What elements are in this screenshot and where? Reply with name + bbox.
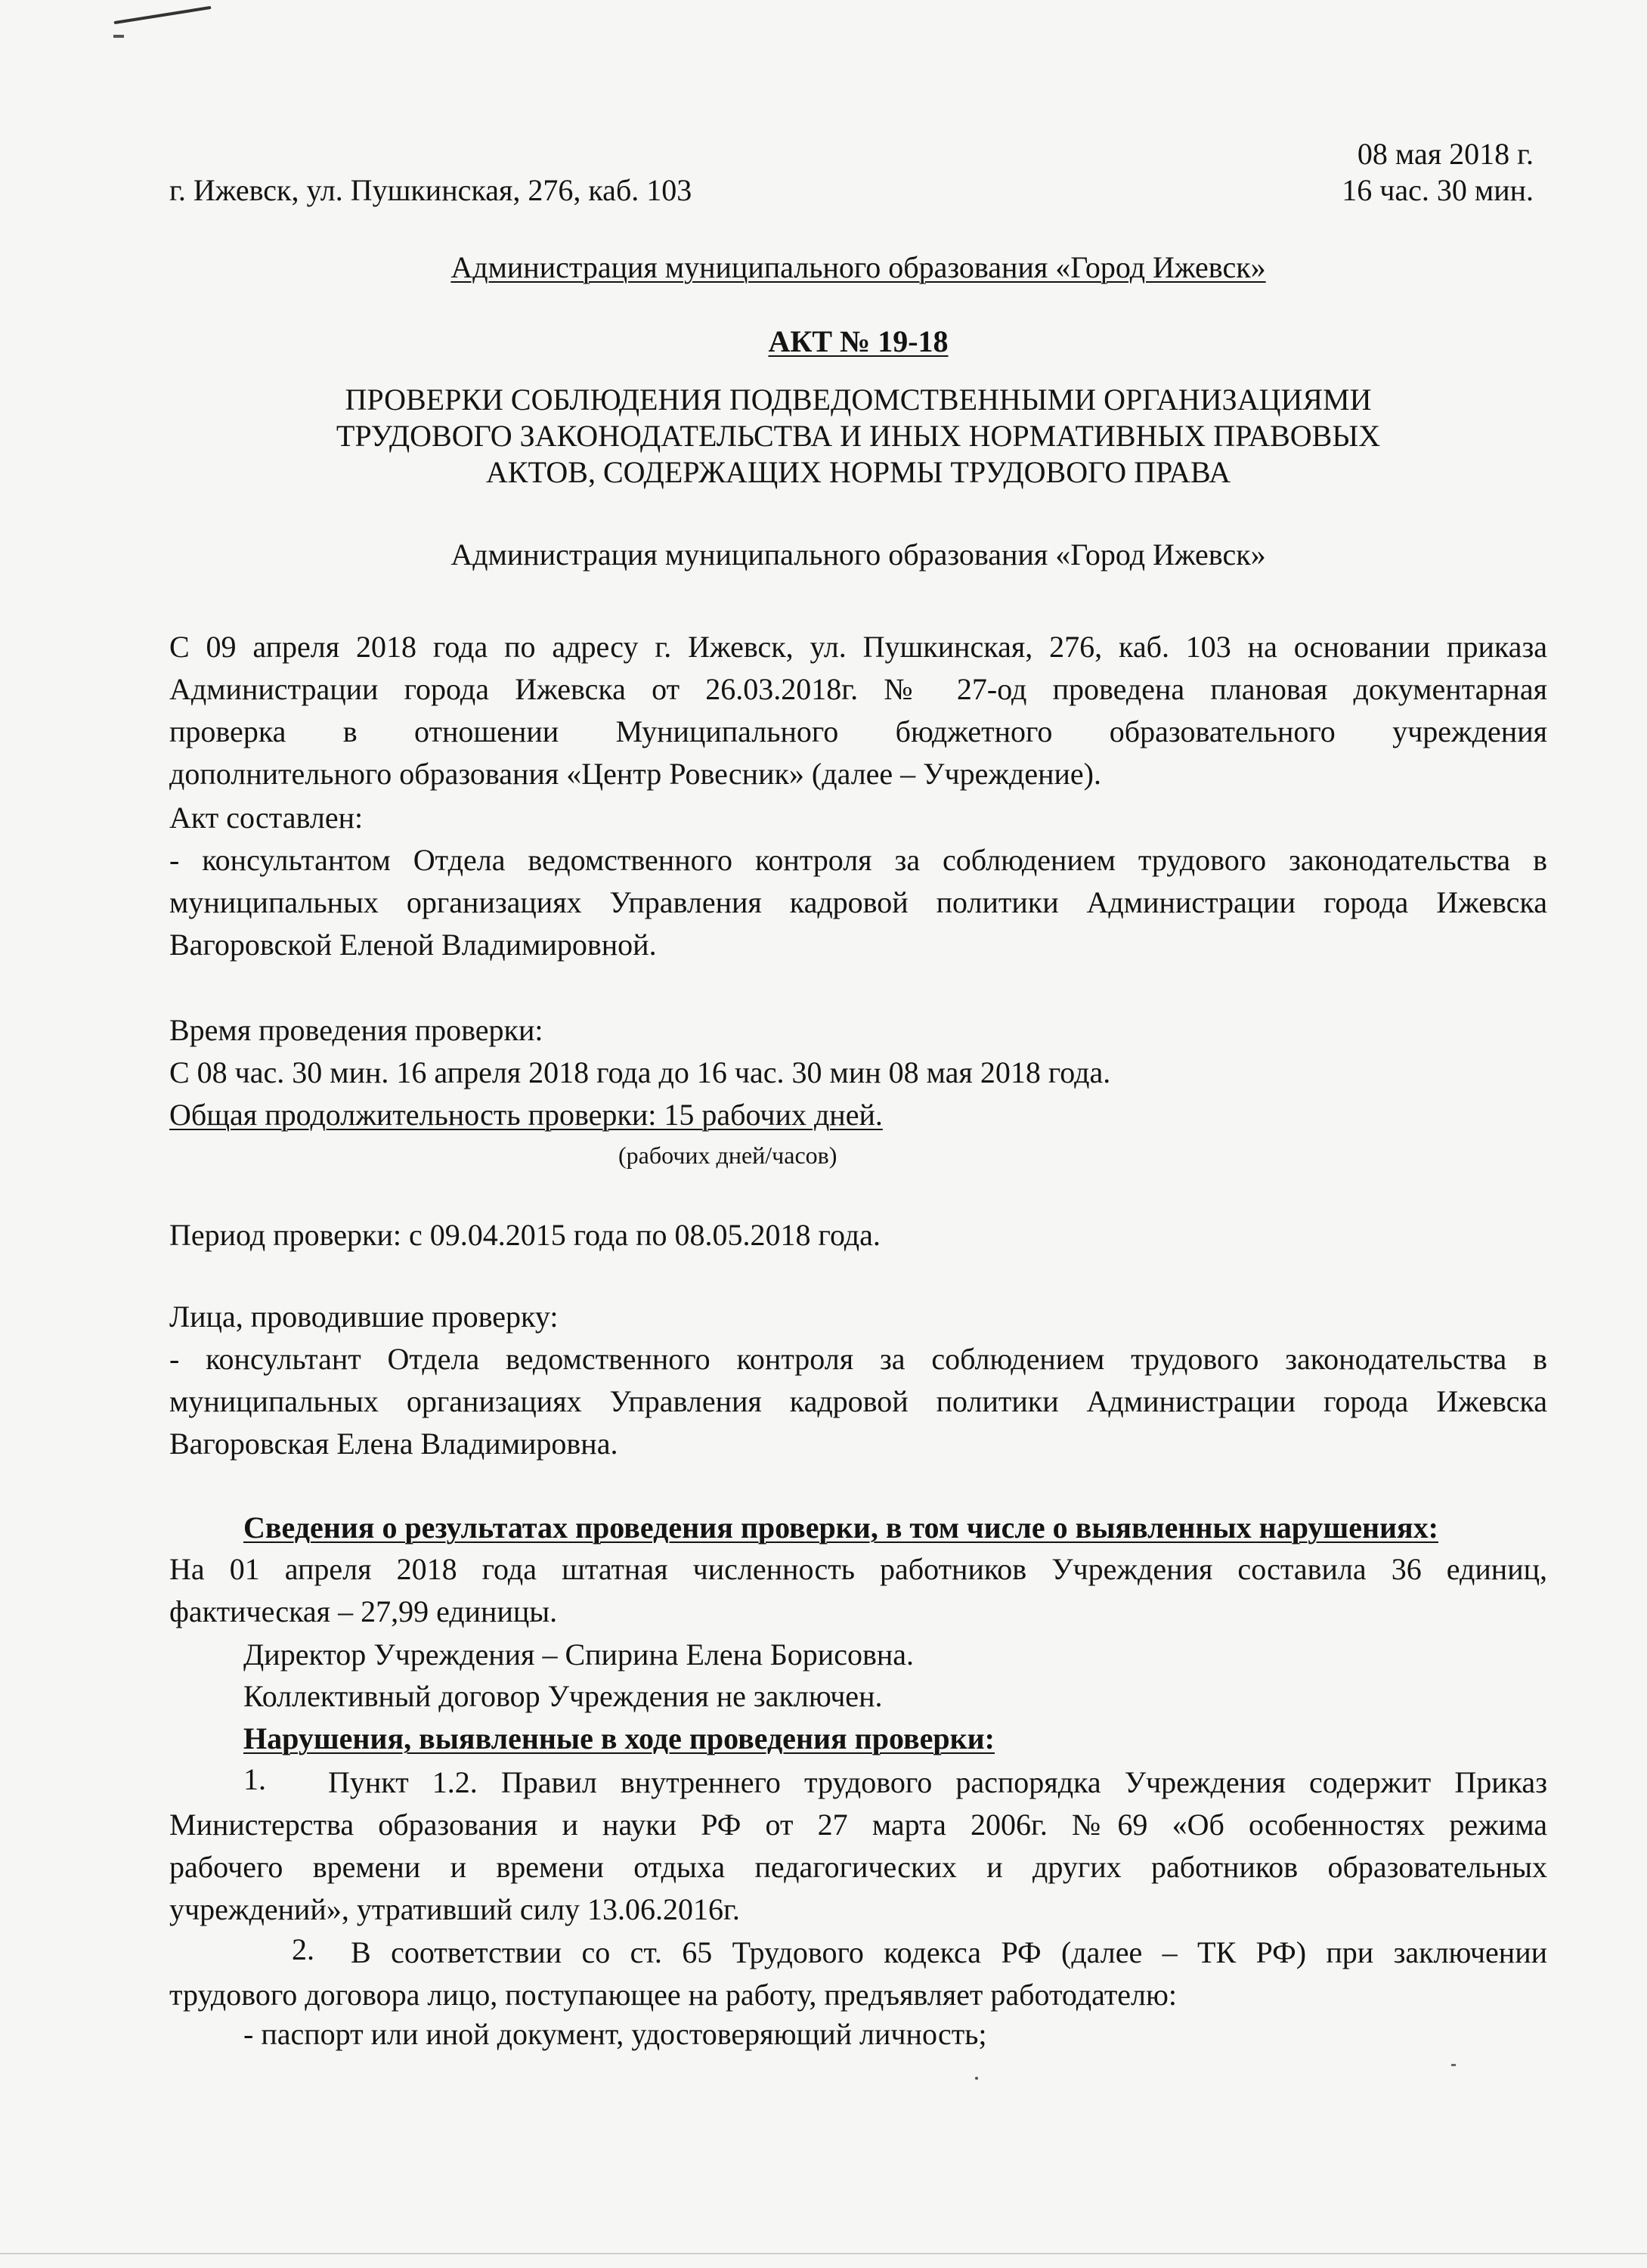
list-item: - паспорт или иной документ, удостоверяющий личность;: [243, 2017, 987, 2051]
intro-line: С 09 апреля 2018 года по адресу г. Ижевск, ул. Пушкинская, 276, каб. 103 на основании приказа: [169, 630, 1547, 664]
inspectors-label: Лица, проводившие проверку:: [169, 1300, 559, 1334]
composed-line: муниципальных организациях Управления кадровой политики Администрации города Ижевска: [169, 885, 1547, 919]
agreement: Коллективный договор Учреждения не заключен.: [243, 1679, 883, 1713]
director: Директор Учреждения – Спирина Елена Борисовна.: [243, 1637, 914, 1672]
inspectors-line: - консультант Отдела ведомственного контроля за соблюдением трудового законодательства в: [169, 1342, 1547, 1376]
composed-line: - консультантом Отдела ведомственного контроля за соблюдением трудового законодательства в: [169, 843, 1547, 877]
composed-label: Акт составлен:: [169, 801, 364, 835]
scan-pen-mark: [113, 6, 211, 24]
violation-line: учреждений», утративший силу 13.06.2016г.: [169, 1892, 740, 1926]
duration-hint: (рабочих дней/часов): [618, 1142, 837, 1169]
intro-line: дополнительного образования «Центр Ровесник» (далее – Учреждение).: [169, 757, 1101, 791]
scan-speck: [1451, 2064, 1456, 2066]
time-label: Время проведения проверки:: [169, 1013, 543, 1047]
header-date: 08 мая 2018 г.: [1357, 137, 1534, 171]
violation-number: 2.: [292, 1932, 314, 1966]
header-place: г. Ижевск, ул. Пушкинская, 276, каб. 103: [169, 173, 692, 207]
violations-heading: Нарушения, выявленные в ходе проведения проверки:: [243, 1721, 995, 1755]
act-subtitle-line: АКТОВ, СОДЕРЖАЩИХ НОРМЫ ТРУДОВОГО ПРАВА: [485, 455, 1231, 489]
staff-line: На 01 апреля 2018 года штатная численность работников Учреждения составила 36 единиц,: [169, 1552, 1547, 1586]
staff-line: фактическая – 27,99 единицы.: [169, 1594, 558, 1628]
act-subtitle-line: ТРУДОВОГО ЗАКОНОДАТЕЛЬСТВА И ИНЫХ НОРМАТИВНЫХ ПРАВОВЫХ: [336, 419, 1381, 453]
intro-line: Администрации города Ижевска от 26.03.2018г. № 27-од проведена плановая документарная: [169, 672, 1547, 706]
composed-line: Вагоровской Еленой Владимировной.: [169, 928, 657, 962]
act-subtitle-line: ПРОВЕРКИ СОБЛЮДЕНИЯ ПОДВЕДОМСТВЕННЫМИ ОРГАНИЗАЦИЯМИ: [345, 383, 1372, 417]
act-number: АКТ № 19-18: [768, 324, 949, 358]
scan-speck: [975, 2077, 978, 2080]
violation-line: В соответствии со ст. 65 Трудового кодекса РФ (далее – ТК РФ) при заключении: [351, 1935, 1547, 1969]
period: Период проверки: с 09.04.2015 года по 08.05.2018 года.: [169, 1218, 881, 1252]
intro-line: проверка в отношении Муниципального бюджетного образовательного учреждения: [169, 714, 1547, 748]
violation-line: рабочего времени и времени отдыха педагогических и других работников образовательных: [169, 1850, 1547, 1884]
header-time: 16 час. 30 мин.: [1342, 173, 1534, 207]
violation-line: трудового договора лицо, поступающее на работу, предъявляет работодателю:: [169, 1978, 1178, 2012]
org-title: Администрация муниципального образования «Город Ижевск»: [450, 250, 1266, 284]
time-value: С 08 час. 30 мин. 16 апреля 2018 года до 16 час. 30 мин 08 мая 2018 года.: [169, 1055, 1111, 1089]
results-heading: Сведения о результатах проведения проверки, в том числе о выявленных нарушениях:: [243, 1510, 1438, 1545]
violation-line: Министерства образования и науки РФ от 27 марта 2006г. №69 «Об особенностях режима: [169, 1808, 1547, 1842]
duration: Общая продолжительность проверки: 15 рабочих дней.: [169, 1098, 883, 1132]
violation-line: Пункт 1.2. Правил внутреннего трудового распорядка Учреждения содержит Приказ: [328, 1765, 1547, 1799]
violation-number: 1.: [243, 1762, 266, 1796]
org-title-2: Администрация муниципального образования «Город Ижевск»: [450, 538, 1266, 572]
page-edge: [0, 2253, 1647, 2254]
inspectors-line: Вагоровская Елена Владимировна.: [169, 1427, 618, 1461]
scan-pen-mark: [113, 35, 124, 38]
inspectors-line: муниципальных организациях Управления кадровой политики Администрации города Ижевска: [169, 1384, 1547, 1418]
